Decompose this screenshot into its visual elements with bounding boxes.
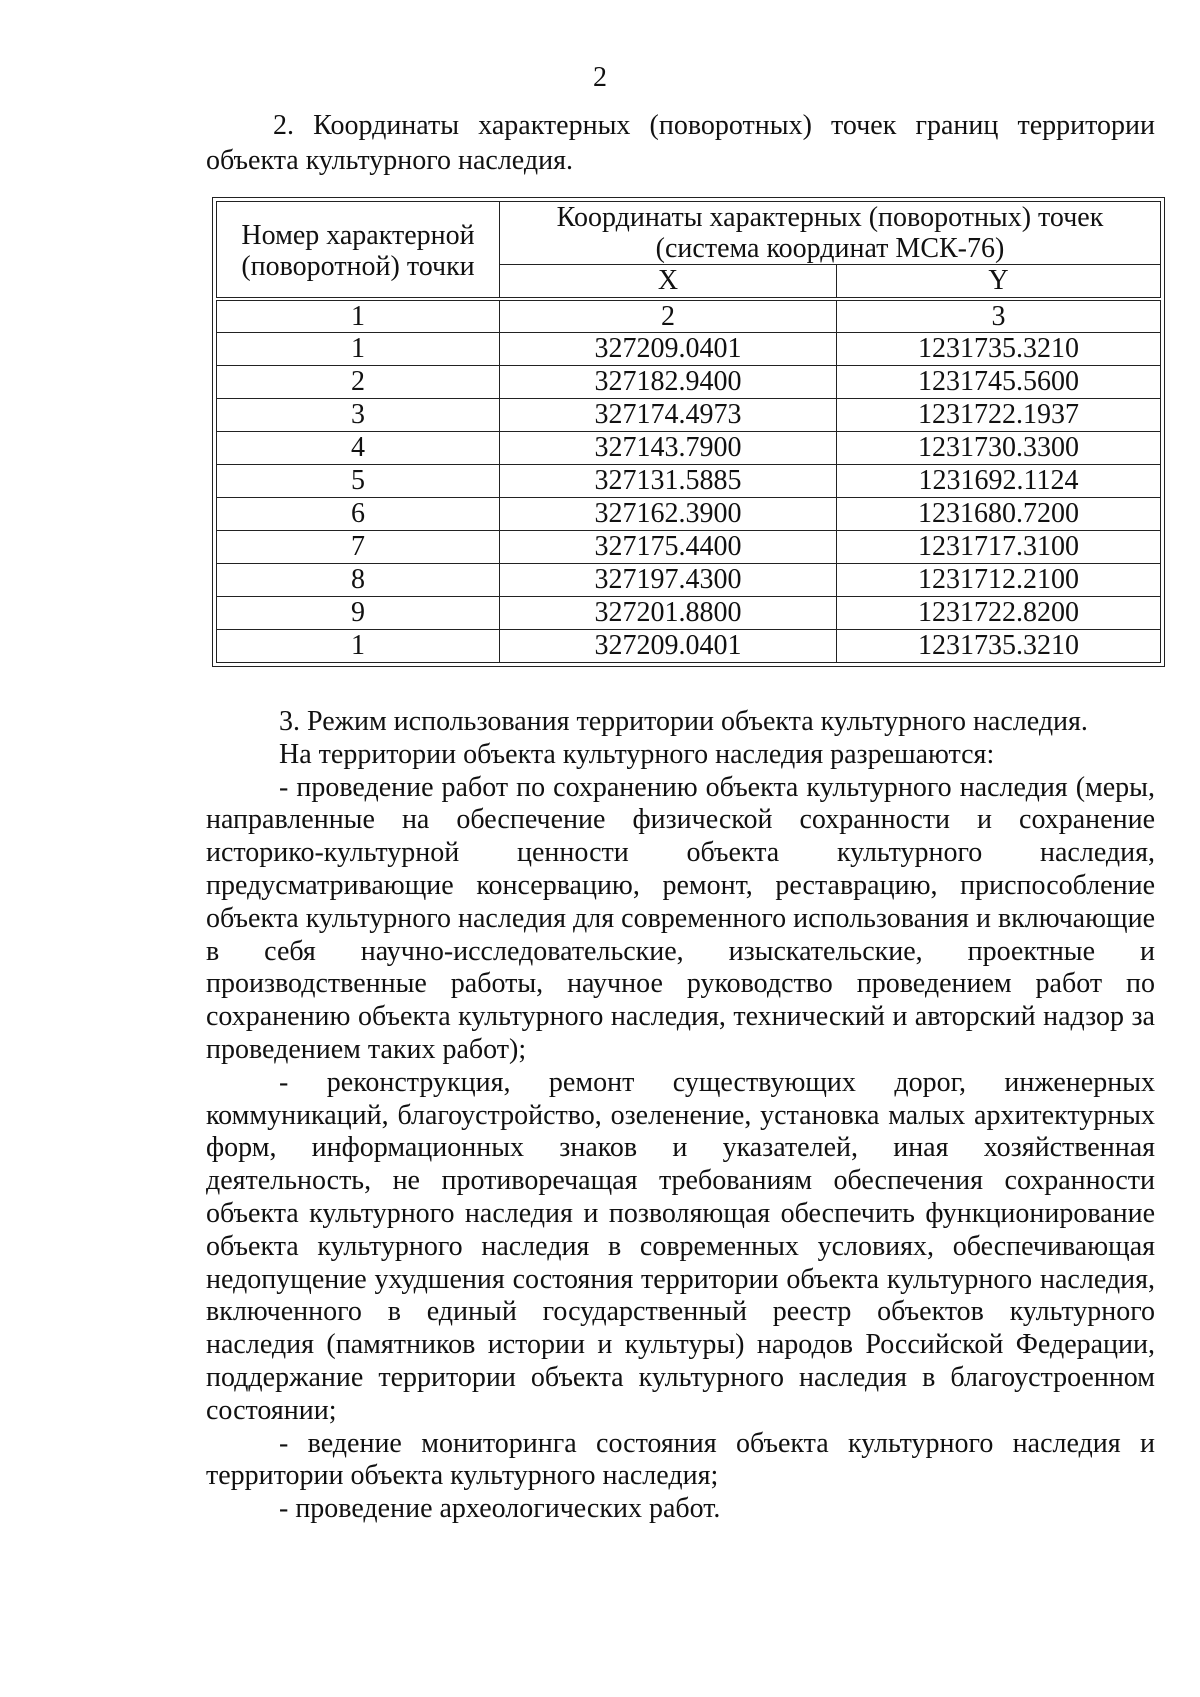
x-coordinate-cell: 327209.0401	[500, 630, 837, 663]
x-coordinate-cell: 327162.3900	[500, 498, 837, 531]
section-3	[206, 706, 1155, 1526]
x-coordinate-cell: 327197.4300	[500, 564, 837, 597]
list-item: - проведение археологических работ.	[279, 1493, 721, 1525]
y-coordinate-cell: 1231735.3210	[837, 333, 1161, 366]
x-coordinate-cell: 327201.8800	[500, 597, 837, 630]
y-coordinate-cell: 1231712.2100	[837, 564, 1161, 597]
section-2-text: 2. Координаты характерных (поворотных) точек границ территории объекта культурного наследия.	[206, 110, 1155, 176]
point-number-cell: 5	[217, 465, 500, 498]
x-coordinate-cell: 327182.9400	[500, 366, 837, 399]
list-item: - проведение работ по сохранению объекта культурного наследия (меры, направленные на обеспечение физической сохранности и сохранение историко-культурной ценности объекта культурного наследия, предусматривающие консервацию, ремонт, реставрацию, приспособление объекта культурного наследия для современного использования и включающие в себя научно-исследовательские, изыскательские, проектные и производственные работы, научное руководство проведением работ по сохранению объекта культурного наследия, технический и авторский надзор за проведением таких работ);	[206, 771, 1155, 1065]
header-point-number: Номер характерной (поворотной) точки	[217, 202, 500, 300]
header-x: X	[500, 265, 837, 300]
point-number-cell: 6	[217, 498, 500, 531]
table-row	[217, 333, 1161, 366]
table-header-row	[217, 202, 1161, 265]
x-coordinate-cell: 327143.7900	[500, 432, 837, 465]
table-row	[217, 630, 1161, 663]
y-coordinate-cell: 1231680.7200	[837, 498, 1161, 531]
point-number-cell: 9	[217, 597, 500, 630]
header-y: Y	[837, 265, 1161, 300]
column-number: 2	[500, 299, 837, 333]
table-row	[217, 366, 1161, 399]
x-coordinate-cell: 327131.5885	[500, 465, 837, 498]
point-number-cell: 8	[217, 564, 500, 597]
header-coordinates-line1: Координаты характерных (поворотных) точек	[556, 202, 1104, 233]
column-number: 3	[837, 299, 1161, 333]
x-coordinate-cell: 327209.0401	[500, 333, 837, 366]
header-coordinates-line2: (система координат МСК-76)	[655, 233, 1005, 264]
table-row	[217, 465, 1161, 498]
table-row	[217, 531, 1161, 564]
y-coordinate-cell: 1231745.5600	[837, 366, 1161, 399]
table-row	[217, 399, 1161, 432]
x-coordinate-cell: 327174.4973	[500, 399, 837, 432]
coordinates-table	[216, 201, 1161, 663]
table-row	[217, 597, 1161, 630]
column-number: 1	[217, 299, 500, 333]
point-number-cell: 3	[217, 399, 500, 432]
table-row	[217, 432, 1161, 465]
y-coordinate-cell: 1231722.8200	[837, 597, 1161, 630]
table-row	[217, 564, 1161, 597]
point-number-cell: 4	[217, 432, 500, 465]
y-coordinate-cell: 1231722.1937	[837, 399, 1161, 432]
y-coordinate-cell: 1231692.1124	[837, 465, 1161, 498]
table-column-numbers-row	[217, 299, 1161, 333]
y-coordinate-cell: 1231730.3300	[837, 432, 1161, 465]
y-coordinate-cell: 1231717.3100	[837, 531, 1161, 564]
header-coordinates	[500, 202, 1161, 265]
section-2-heading	[206, 108, 1155, 178]
point-number-cell: 2	[217, 366, 500, 399]
point-number-cell: 7	[217, 531, 500, 564]
section-3-heading: 3. Режим использования территории объекта культурного наследия.	[279, 706, 1088, 737]
point-number-cell: 1	[217, 630, 500, 663]
table-row	[217, 498, 1161, 531]
y-coordinate-cell: 1231735.3210	[837, 630, 1161, 663]
page-number: 2	[593, 62, 607, 93]
section-3-intro: На территории объекта культурного наследия разрешаются:	[279, 738, 995, 770]
point-number-cell: 1	[217, 333, 500, 366]
list-item: - реконструкция, ремонт существующих дорог, инженерных коммуникаций, благоустройство, озеленение, установка малых архитектурных форм, информационных знаков и указателей, иная хозяйственная деятельность, не противоречащая требованиям обеспечения сохранности объекта культурного наследия и позволяющая обеспечить функционирование объекта культурного наследия в современных условиях, обеспечивающая недопущение ухудшения состояния территории объекта культурного наследия, включенного в единый государственный реестр объектов культурного наследия (памятников истории и культуры) народов Российской Федерации, поддержание территории объекта культурного наследия в благоустроенном состоянии;	[206, 1066, 1155, 1426]
table-body	[217, 333, 1161, 663]
x-coordinate-cell: 327175.4400	[500, 531, 837, 564]
list-item: - ведение мониторинга состояния объекта культурного наследия и территории объекта культурного наследия;	[206, 1427, 1155, 1492]
